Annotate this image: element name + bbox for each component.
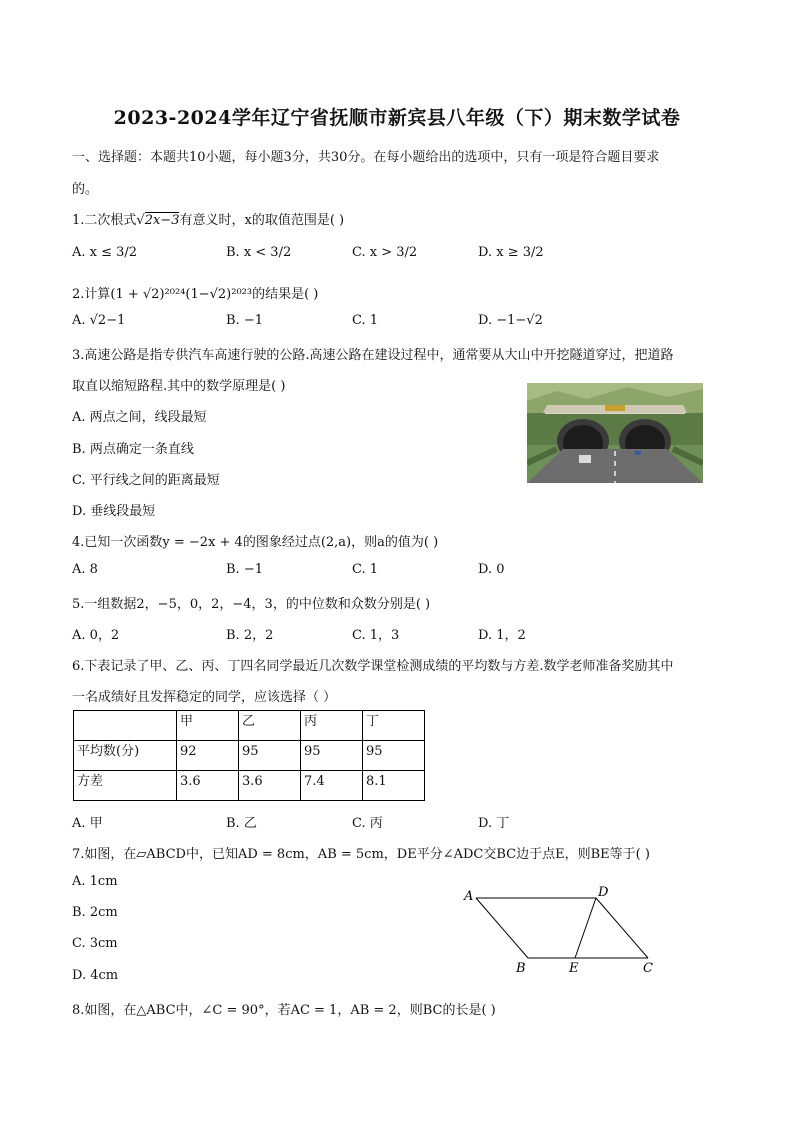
table-cell: 95	[239, 741, 301, 771]
parallelogram-figure	[458, 882, 668, 981]
table-cell: 甲	[177, 711, 239, 741]
label-b: B	[516, 961, 526, 976]
question-7: 7.如图，在▱ABCD中，已知AD = 8cm，AB = 5cm，DE平分∠ADC交BC边于点E，则BE等于( )	[72, 847, 650, 862]
q7-option-c: C. 3cm	[72, 936, 118, 951]
q2-option-c: C. 1	[352, 313, 379, 328]
question-6-cont: 一名成绩好且发挥稳定的同学，应该选择（ ）	[72, 690, 337, 705]
q7-option-a: A. 1cm	[72, 874, 118, 889]
q3-option-a: A. 两点之间，线段最短	[72, 410, 207, 425]
table-cell: 3.6	[177, 771, 239, 801]
q6-option-b: B. 乙	[226, 816, 257, 831]
q4-option-c: C. 1	[352, 562, 379, 577]
table-cell: 3.6	[239, 771, 301, 801]
table-cell: 方差	[74, 771, 177, 801]
page-title: 2023-2024学年辽宁省抚顺市新宾县八年级（下）期末数学试卷	[113, 107, 681, 129]
table-cell: 95	[301, 741, 363, 771]
question-5: 5.一组数据2，−5，0，2，−4，3，的中位数和众数分别是( )	[72, 597, 431, 612]
q7-option-b: B. 2cm	[72, 905, 118, 920]
q3-option-b: B. 两点确定一条直线	[72, 442, 194, 457]
q3-option-d: D. 垂线段最短	[72, 504, 156, 519]
question-2: 2.计算(1 + √2)²⁰²⁴(1−√2)²⁰²³的结果是( )	[72, 287, 319, 302]
table-cell	[74, 711, 177, 741]
q7-option-d: D. 4cm	[72, 968, 119, 983]
question-6: 6.下表记录了甲、乙、丙、丁四名同学最近几次数学课堂检测成绩的平均数与方差.数学老师准备奖励其中	[72, 659, 674, 674]
section-heading: 一、选择题：本题共10小题，每小题3分，共30分。在每小题给出的选项中，只有一项是符合题目要求	[72, 150, 660, 165]
q1-option-b: B. x < 3/2	[226, 245, 292, 260]
q1-stem-a: 1.二次根式	[72, 213, 137, 228]
q5-option-d: D. 1，2	[478, 628, 526, 643]
question-1	[72, 209, 344, 228]
label-a: A	[464, 889, 474, 904]
q5-option-a: A. 0，2	[72, 628, 120, 643]
q3-option-c: C. 平行线之间的距离最短	[72, 473, 220, 488]
table-row	[74, 741, 425, 771]
q4-option-d: D. 0	[478, 562, 505, 577]
q4-option-b: B. −1	[226, 562, 263, 577]
table-cell: 95	[363, 741, 425, 771]
q1-option-c: C. x > 3/2	[352, 245, 418, 260]
table-cell: 8.1	[363, 771, 425, 801]
q2-option-d: D. −1−√2	[478, 313, 543, 328]
table-row	[74, 771, 425, 801]
q1-stem-b: 有意义时，x的取值范围是( )	[179, 213, 345, 228]
q4-option-a: A. 8	[72, 562, 98, 577]
q5-option-b: B. 2，2	[226, 628, 274, 643]
q1-option-d: D. x ≥ 3/2	[478, 245, 544, 260]
label-e: E	[569, 961, 579, 976]
table-cell: 平均数(分)	[74, 741, 177, 771]
q2-option-b: B. −1	[226, 313, 263, 328]
table-cell: 乙	[239, 711, 301, 741]
q6-option-d: D. 丁	[478, 816, 510, 831]
table-cell: 丁	[363, 711, 425, 741]
table-header-row	[74, 711, 425, 741]
q6-option-a: A. 甲	[72, 816, 103, 831]
table-cell: 丙	[301, 711, 363, 741]
table-cell: 7.4	[301, 771, 363, 801]
score-table	[73, 710, 425, 801]
q5-option-c: C. 1，3	[352, 628, 400, 643]
table-cell: 92	[177, 741, 239, 771]
q1-option-a: A. x ≤ 3/2	[72, 245, 138, 260]
tunnel-photo	[527, 383, 703, 483]
q6-option-c: C. 丙	[352, 816, 383, 831]
question-4: 4.已知一次函数y = −2x + 4的图象经过点(2,a)，则a的值为( )	[72, 535, 439, 550]
q2-option-a: A. √2−1	[72, 313, 126, 328]
label-c: C	[643, 961, 653, 976]
question-3: 3.高速公路是指专供汽车高速行驶的公路.高速公路在建设过程中，通常要从大山中开挖隧道穿过，把道路	[72, 348, 674, 363]
question-8: 8.如图，在△ABC中，∠C = 90°，若AC = 1，AB = 2，则BC的长是( )	[72, 1003, 496, 1018]
section-heading-cont: 的。	[72, 182, 99, 197]
label-d: D	[598, 885, 609, 900]
question-3-cont: 取直以缩短路程.其中的数学原理是( )	[72, 379, 286, 394]
q1-radical: √2x−3	[136, 213, 180, 228]
